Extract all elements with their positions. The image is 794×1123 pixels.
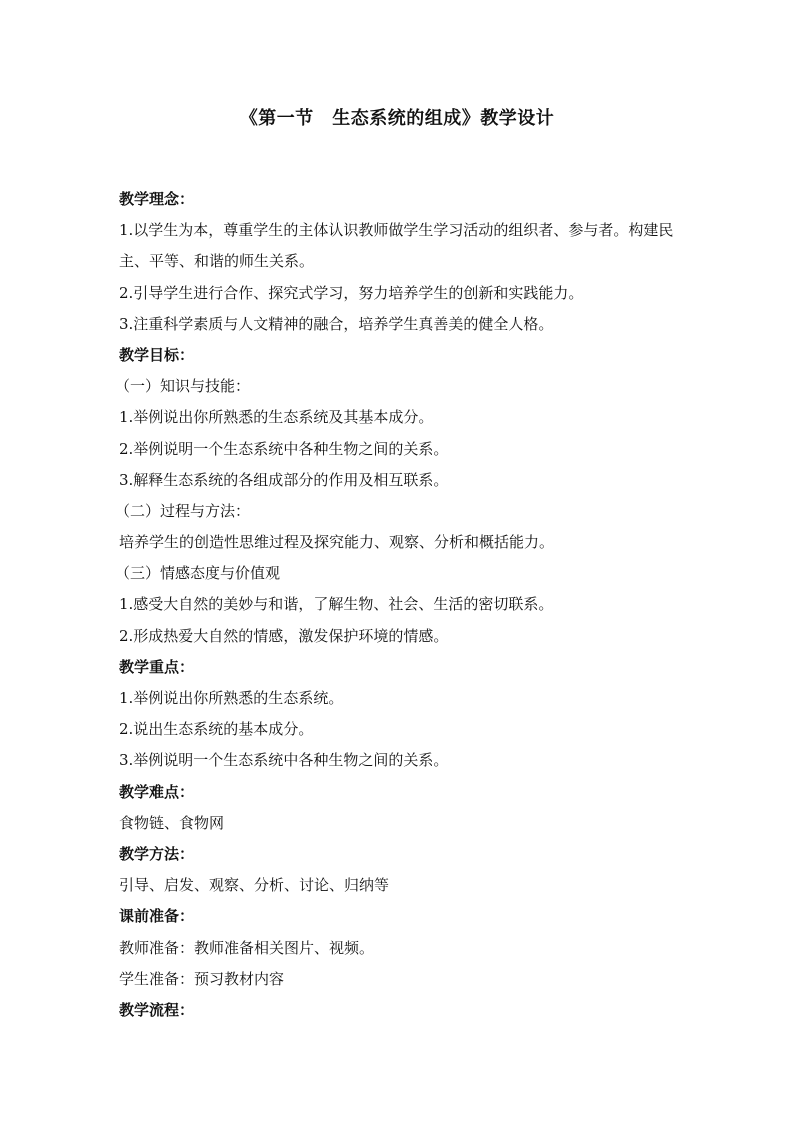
method-item-1: 引导、启发、观察、分析、讨论、归纳等 (119, 876, 390, 895)
preparation-item-student: 学生准备：预习教材内容 (119, 969, 285, 988)
key-point-item-3: 3.举例说明一个生态系统中各种生物之间的关系。 (119, 751, 449, 770)
section-heading-flow: 教学流程： (119, 1000, 195, 1019)
objectives-emotion-label: （三）情感态度与价值观 (115, 564, 281, 583)
section-heading-preparation: 课前准备： (119, 907, 195, 926)
document-title: 《第一节 生态系统的组成》教学设计 (239, 108, 555, 129)
key-point-item-1: 1.举例说出你所熟悉的生态系统。 (119, 689, 344, 708)
document-body (115, 184, 679, 1026)
knowledge-item-3: 3.解释生态系统的各组成部分的作用及相互联系。 (119, 470, 449, 489)
preparation-item-teacher: 教师准备：教师准备相关图片、视频。 (119, 938, 375, 957)
knowledge-item-2: 2.举例说明一个生态系统中各种生物之间的关系。 (119, 439, 449, 458)
philosophy-item-3: 3.注重科学素质与人文精神的融合，培养学生真善美的健全人格。 (119, 314, 554, 333)
process-item-1: 培养学生的创造性思维过程及探究能力、观察、分析和概括能力。 (119, 533, 555, 552)
objectives-process-label: （二）过程与方法： (115, 501, 251, 520)
objectives-knowledge-label: （一）知识与技能： (115, 377, 251, 396)
difficulty-item-1: 食物链、食物网 (119, 813, 225, 832)
section-heading-philosophy: 教学理念： (119, 190, 195, 208)
emotion-item-1: 1.感受大自然的美妙与和谐，了解生物、社会、生活的密切联系。 (119, 595, 554, 614)
emotion-item-2: 2.形成热爱大自然的情感，激发保护环境的情感。 (119, 626, 449, 645)
section-heading-difficulties: 教学难点： (119, 782, 195, 801)
philosophy-item-2: 2.引导学生进行合作、探究式学习，努力培养学生的创新和实践能力。 (119, 283, 584, 302)
key-point-item-2: 2.说出生态系统的基本成分。 (119, 720, 314, 739)
section-heading-key-points: 教学重点： (119, 657, 195, 676)
section-heading-objectives: 教学目标： (119, 345, 195, 364)
section-heading-methods: 教学方法： (119, 844, 195, 863)
knowledge-item-1: 1.举例说出你所熟悉的生态系统及其基本成分。 (119, 408, 434, 427)
philosophy-item-1: 1.以学生为本，尊重学生的主体认识教师做学生学习活动的组织者、参与者。构建民主、平等、和谐的师生关系。 (119, 221, 674, 271)
